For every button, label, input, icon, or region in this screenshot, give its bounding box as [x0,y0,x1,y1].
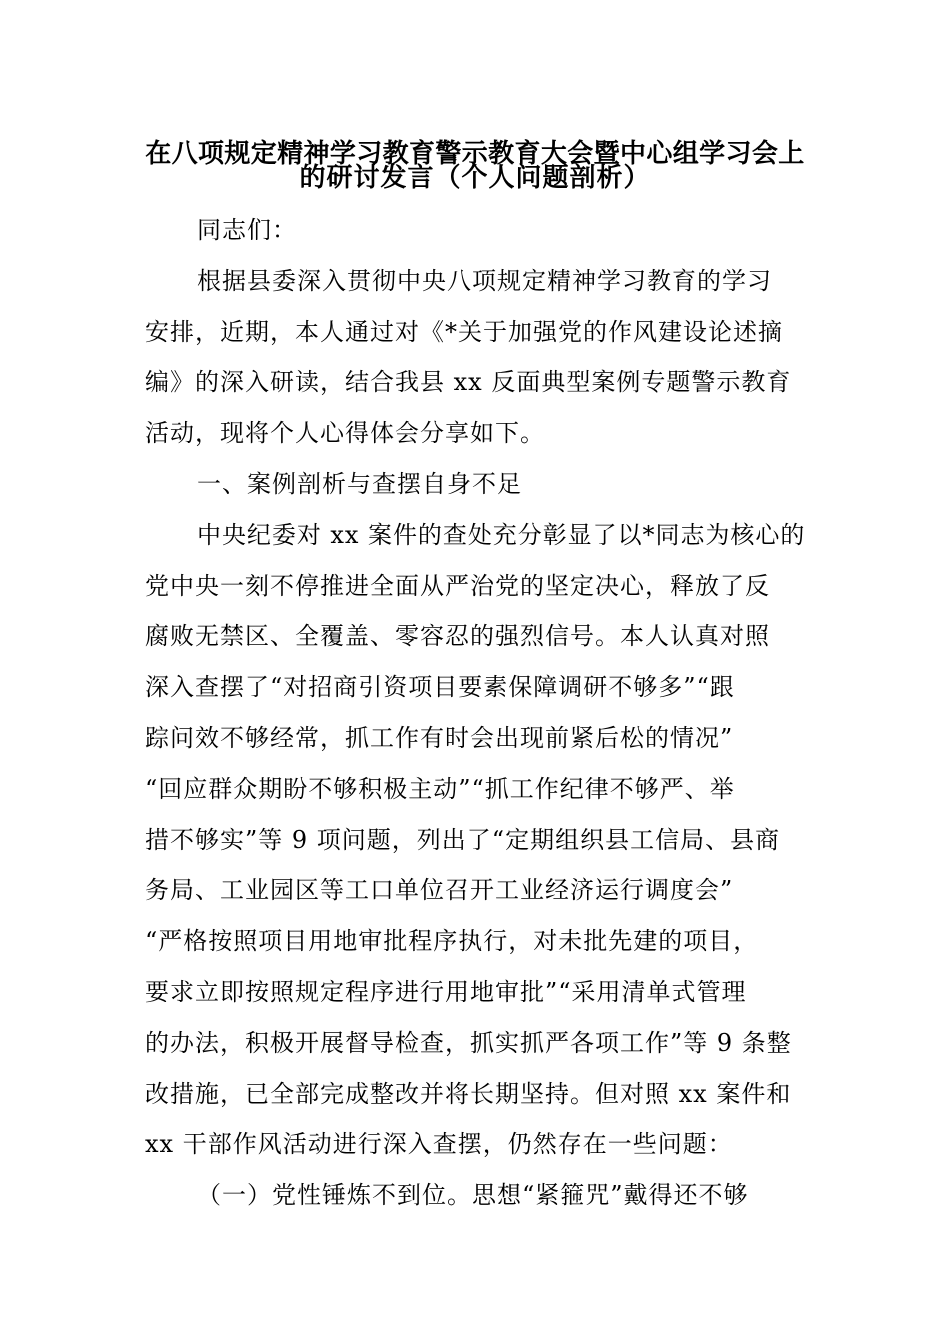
body-line: 深入查摆了“对招商引资项目要素保障调研不够多”“跟 [145,673,735,702]
body-line: 同志们： [197,216,297,244]
body-line: 改措施，已全部完成整改并将长期坚持。但对照 xx 案件和 [145,1079,792,1108]
body-line: 措不够实”等 9 项问题，列出了“定期组织县工信局、县商 [145,825,781,854]
body-line: xx 干部作风活动进行深入查摆，仍然存在一些问题： [145,1130,733,1159]
body-line: “严格按照项目用地审批程序执行，对未批先建的项目， [145,927,759,956]
document-body [145,205,805,1221]
body-line: 根据县委深入贯彻中央八项规定精神学习教育的学习 [197,266,772,295]
body-line: 一、案例剖析与查摆自身不足 [197,469,522,498]
body-line: 要求立即按照规定程序进行用地审批”“采用清单式管理 [145,977,747,1006]
body-line: （一）党性锤炼不到位。思想“紧箍咒”戴得还不够 [197,1181,749,1210]
body-line: 中央纪委对 xx 案件的查处充分彰显了以*同志为核心的 [197,520,806,549]
body-line: 安排，近期，本人通过对《*关于加强党的作风建设论述摘 [145,317,783,346]
body-line: 踪问效不够经常，抓工作有时会出现前紧后松的情况” [145,723,734,752]
body-line: 腐败无禁区、全覆盖、零容忍的强烈信号。本人认真对照 [145,622,770,651]
body-line: “回应群众期盼不够积极主动”“抓工作纪律不够严、举 [145,774,735,803]
body-line: 活动，现将个人心得体会分享如下。 [145,419,545,448]
document-title-line-2: 的研讨发言（个人问题剖析） [299,163,651,193]
body-line: 务局、工业园区等工口单位召开工业经济运行调度会” [145,876,734,905]
document-title-line-1: 在八项规定精神学习教育警示教育大会暨中心组学习会上 [145,139,805,169]
body-line: 的办法，积极开展督导检查，抓实抓严各项工作”等 9 条整 [145,1028,792,1057]
body-line: 党中央一刻不停推进全面从严治党的坚定决心，释放了反 [145,571,770,600]
body-line: 编》的深入研读，结合我县 xx 反面典型案例专题警示教育 [145,368,792,397]
